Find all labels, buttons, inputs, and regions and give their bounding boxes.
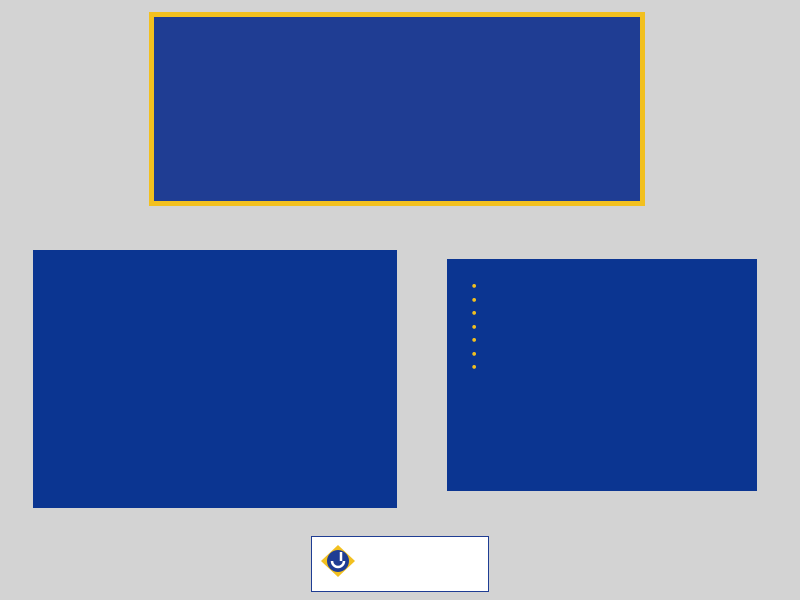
hero-banner xyxy=(149,12,645,206)
residency-list xyxy=(461,308,743,376)
list-item xyxy=(471,335,743,349)
required-documents-panel xyxy=(447,259,757,491)
list-item xyxy=(471,281,743,295)
campus-schedule-panel xyxy=(33,250,397,508)
list-item xyxy=(471,295,743,309)
parents-list xyxy=(461,281,743,308)
list-item xyxy=(471,322,743,336)
list-item xyxy=(471,362,743,376)
district-logo xyxy=(311,536,489,592)
list-item xyxy=(471,308,743,322)
district-emblem-icon xyxy=(320,544,356,578)
list-item xyxy=(471,349,743,363)
